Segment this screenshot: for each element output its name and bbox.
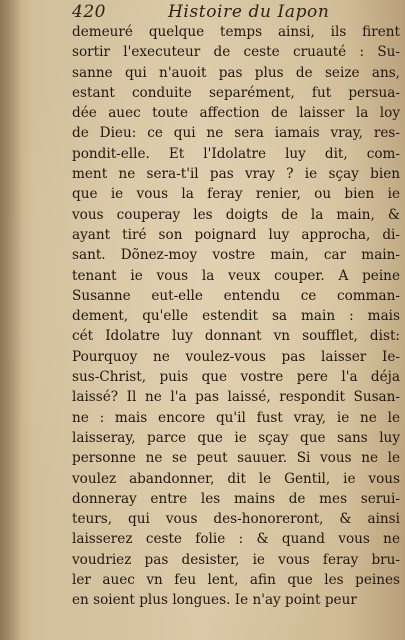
text-line: sant. Dõnez-moy vostre main, car main- <box>72 247 400 264</box>
text-line: tenant ie vous la veux couper. A peine <box>72 267 400 284</box>
text-line: teurs, qui vous des-honoreront, & ainsi <box>72 511 400 528</box>
text-line: en soient plus longues. Ie n'ay point peur <box>72 592 357 609</box>
text-line: cét Idolatre luy donnant vn soufflet, dist: <box>72 328 400 345</box>
text-line: ler auec vn feu lent, afin que les peines <box>72 572 400 589</box>
text-line: Pourquoy ne voulez-vous pas laisser Ie- <box>72 348 400 365</box>
page-header <box>72 2 392 24</box>
text-line: laisseray, parce que ie sçay que sans luy <box>72 429 400 446</box>
text-line: laisserez ceste folie : & quand vous ne <box>72 531 400 548</box>
text-line: que ie vous la feray renier, ou bien ie <box>72 186 400 203</box>
text-line: ayant tiré son poignard luy approcha, di- <box>72 226 400 243</box>
text-line: sanne qui n'auoit pas plus de seize ans, <box>72 64 400 81</box>
text-line: pondit-elle. Et l'Idolatre luy dit, com- <box>72 145 400 162</box>
text-line: demeuré quelque temps ainsi, ils firent <box>72 24 400 40</box>
text-line: Susanne eut-elle entendu ce comman- <box>72 287 400 304</box>
binding-gutter-shadow <box>0 0 22 640</box>
text-line: laissé? Il ne l'a pas laissé, respondit Susan- <box>72 389 400 406</box>
body-text <box>72 22 400 611</box>
text-line: ment ne sera-t'il pas vray ? ie sçay bien <box>72 166 400 183</box>
text-line: dée auec toute affection de laisser la loy <box>72 105 400 122</box>
text-line: voulez abandonner, dit le Gentil, ie vous <box>72 470 400 487</box>
text-line: personne ne se peut sauuer. Si vous ne le <box>72 450 400 467</box>
text-line: dement, qu'elle estendit sa main : mais <box>72 308 400 325</box>
text-line: estant conduite separément, fut persua- <box>72 84 400 101</box>
text-line: voudriez pas desister, ie vous feray bru- <box>72 551 400 568</box>
running-title: Histoire du Iapon <box>168 2 330 22</box>
text-line: vous couperay les doigts de la main, & <box>72 206 400 223</box>
text-line: ne : mais encore qu'il fust vray, ie ne le <box>72 409 400 426</box>
page-number: 420 <box>72 2 106 22</box>
text-line: sus-Christ, puis que vostre pere l'a déja <box>72 369 400 386</box>
text-line: donneray entre les mains de mes serui- <box>72 490 400 507</box>
text-line: de Dieu: ce qui ne sera iamais vray, res- <box>72 125 400 142</box>
text-line: sortir l'executeur de ceste cruauté : Su- <box>72 44 400 61</box>
